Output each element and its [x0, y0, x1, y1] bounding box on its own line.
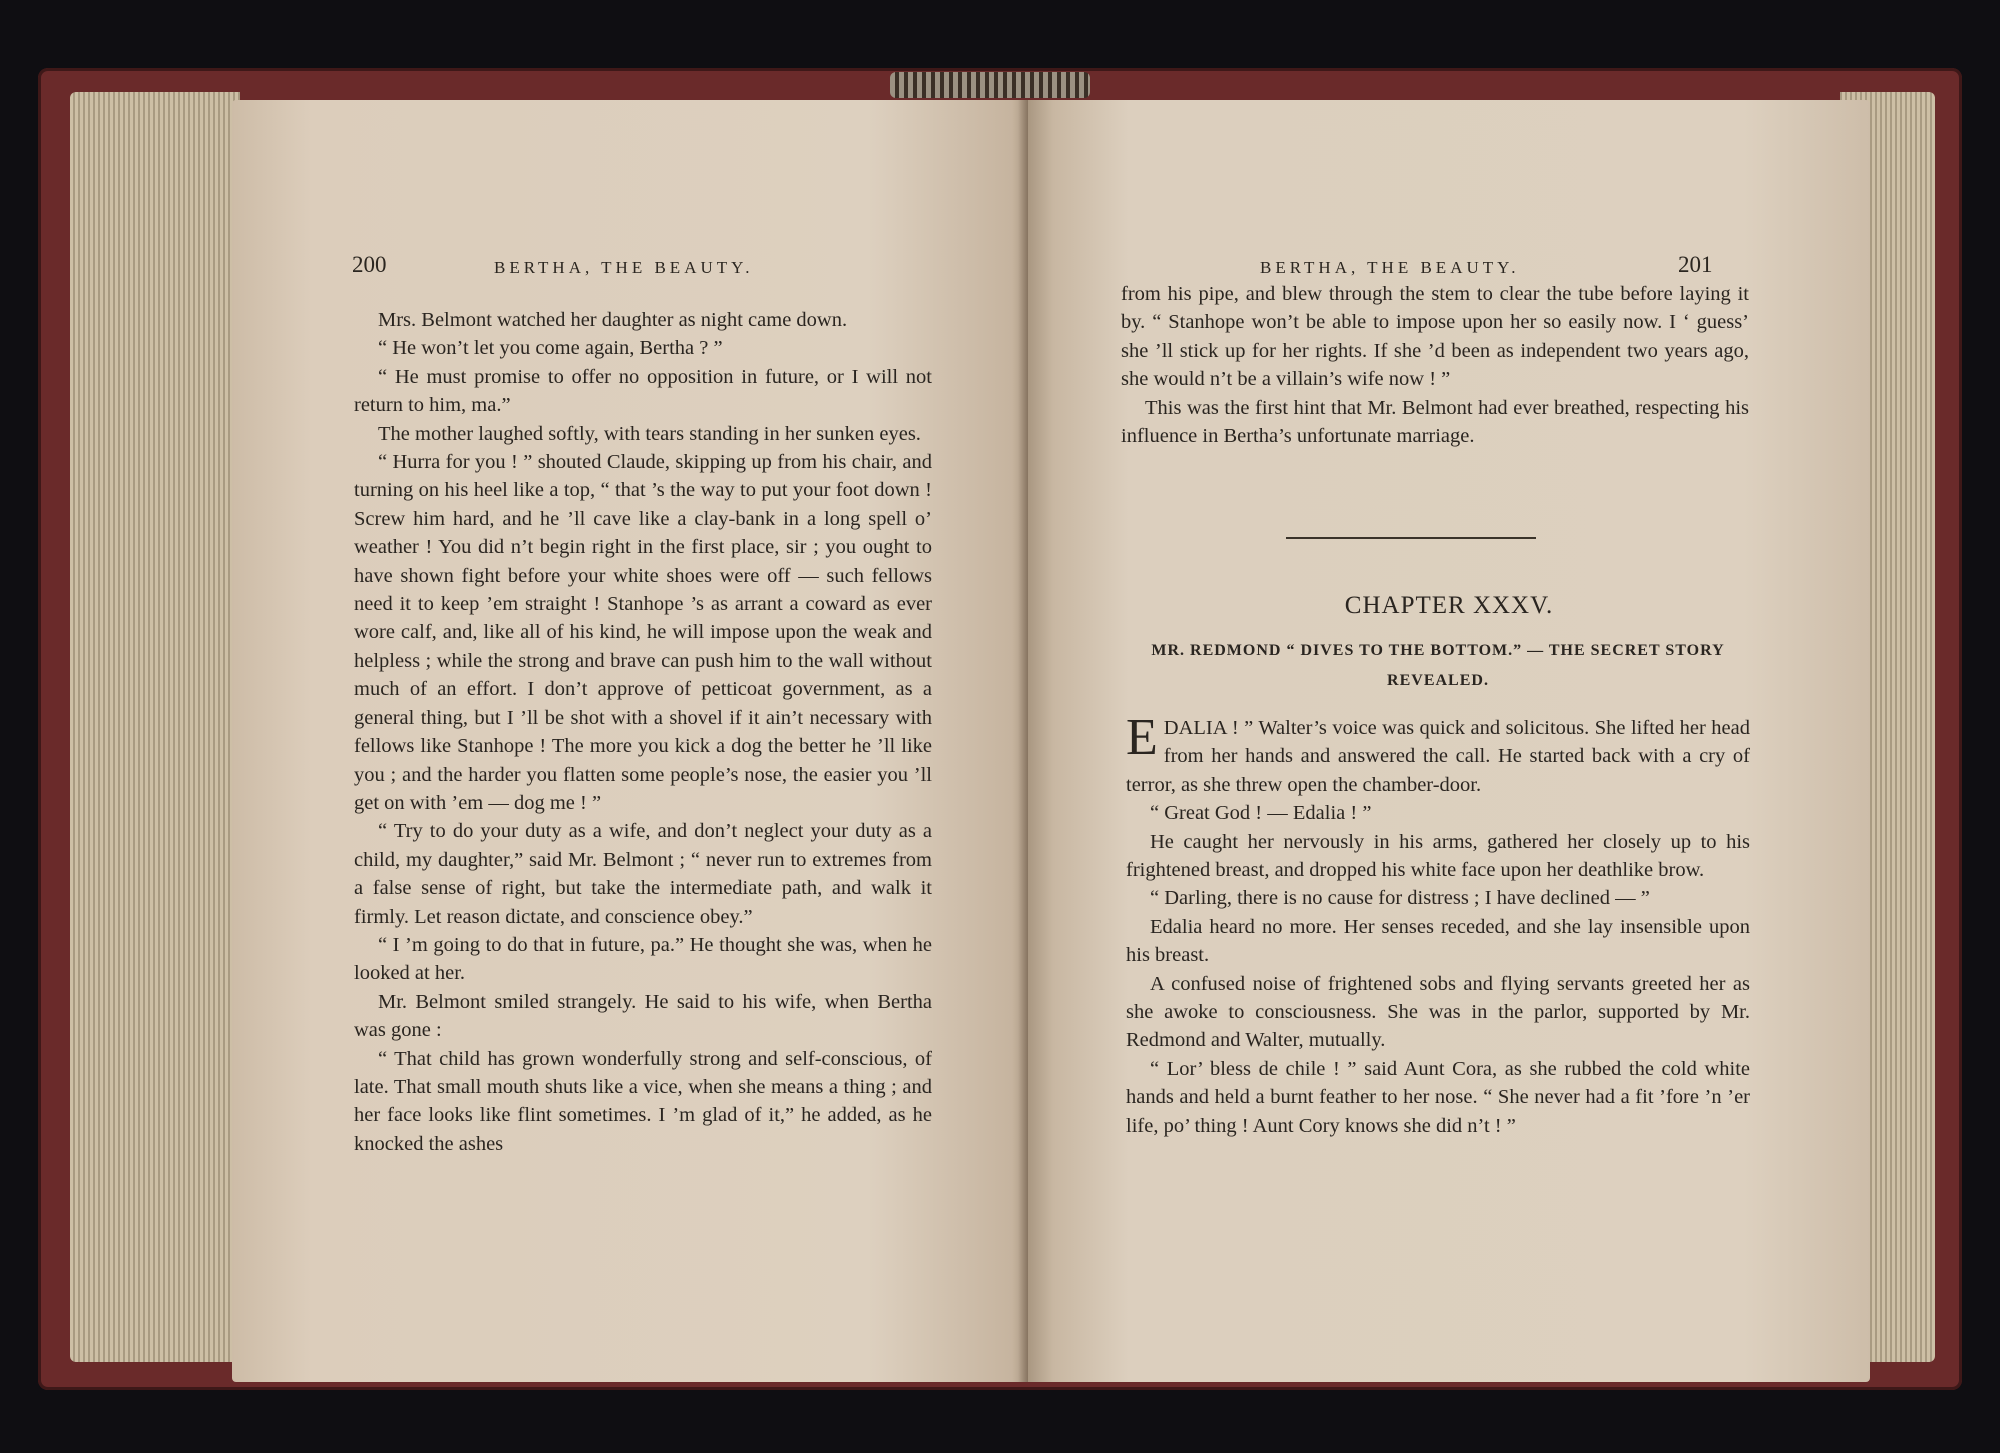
paragraph: “ Great God ! — Edalia ! ” — [1150, 802, 1372, 825]
page-number: 200 — [352, 252, 387, 277]
running-head: BERTHA, THE BEAUTY. — [1260, 258, 1520, 277]
paragraph: Mr. Belmont smiled strangely. He said to his wife, when Bertha was gone : — [354, 990, 932, 1042]
paragraph: Edalia heard no more. Her senses receded, and she lay insensible upon his breast. — [1126, 915, 1750, 967]
paragraph: “ He won’t let you come again, Bertha ? ” — [378, 337, 723, 360]
paragraph: Mrs. Belmont watched her daughter as night came down. — [378, 309, 848, 331]
drop-cap: E — [1126, 709, 1158, 766]
page-edges-left — [70, 92, 240, 1362]
paragraph: The mother laughed softly, with tears standing in her sunken eyes. — [378, 422, 921, 445]
paragraph: “ That child has grown wonderfully strong and self-conscious, of late. That small mouth shuts like a vice, when she means a thing ; and her face looks like flint sometimes. I ’m glad of it,” he added, as he knocked the ashes — [354, 1047, 932, 1155]
chapter-subtitle: MR. REDMOND “ DIVES TO THE BOTTOM.” — THE SECRET STORY REVEALED. — [1151, 642, 1725, 689]
paragraph: A confused noise of frightened sobs and flying servants greeted her as she awoke to consciousness. She was in the parlor, supported by Mr. Redmond and Walter, mutually. — [1126, 972, 1750, 1052]
section-divider — [1286, 537, 1536, 539]
running-head: BERTHA, THE BEAUTY. — [494, 258, 754, 277]
paragraph: This was the first hint that Mr. Belmont had ever breathed, respecting his influence in Bertha’s unfortunate marriage. — [1121, 396, 1749, 448]
paragraph: He caught her nervously in his arms, gathered her closely up to his frightened breast, and dropped his white face upon her deathlike brow. — [1126, 830, 1750, 882]
chapter-body — [1126, 709, 1750, 1140]
opening-text: DALIA ! ” Walter’s voice was quick and solicitous. She lifted her head from her hands and answered the call. He started back with a cry of terror, as she threw open the chamber-door. — [1126, 717, 1750, 796]
left-page — [232, 100, 1028, 1382]
page-number: 201 — [1678, 252, 1713, 277]
chapter-title: CHAPTER XXXV. — [1344, 592, 1554, 619]
paragraph: “ He must promise to offer no opposition in future, or I will not return to him, ma.” — [354, 365, 932, 417]
paragraph: “ I ’m going to do that in future, pa.” He thought she was, when he looked at her. — [354, 933, 932, 985]
right-page — [1028, 100, 1870, 1382]
paragraph: “ Hurra for you ! ” shouted Claude, skipping up from his chair, and turning on his heel like a top, “ that ’s the way to put your foot down ! Screw him hard, and he ’ll cave like a clay-bank in a long spell o’ weather ! You did n’t begin right in the first place, sir ; you ought to have shown fight before your white shoes were off — such fellows need it to keep ’em straight ! Stanhope ’s as arrant a coward as ever wore calf, and, like all of his kind, he will impose upon the weak and helpless ; while the strong and brave can push him to the wall without much of an effort. I don’t approve of petticoat government, as a general thing, but I ’ll be shot with a shovel if it ain’t necessary with fellows like Stanhope ! The more you kick a dog the better he ’ll like you ; and the harder you flatten some people’s nose, the easier you ’ll get on with ’em — dog me ! ” — [354, 451, 932, 814]
paragraph: “ Lor’ bless de chile ! ” said Aunt Cora, as she rubbed the cold white hands and held a burnt feather to her nose. “ She never had a fit ’fore ’n ’er life, po’ thing ! Aunt Cory knows she did n’t ! ” — [1126, 1057, 1750, 1137]
book-spine-stitching — [890, 72, 1090, 98]
page-body — [354, 306, 932, 1158]
page-body-top — [1121, 280, 1749, 450]
paragraph: “ Darling, there is no cause for distress ; I have declined — ” — [1150, 887, 1650, 910]
opening-paragraph — [1126, 709, 1750, 799]
paragraph: from his pipe, and blew through the stem to clear the tube before laying it by. “ Stanhope won’t be able to impose upon her so easily now. I ‘ guess’ she ’ll stick up for her rights. If she ’d been as independent two years ago, she would n’t be a villain’s wife now ! ” — [1121, 283, 1749, 391]
paragraph: “ Try to do your duty as a wife, and don’t neglect your duty as a child, my daughter,” said Mr. Belmont ; “ never run to extremes from a false sense of right, but take the intermediate path, and walk it firmly. Let reason dictate, and conscience obey.” — [354, 820, 932, 928]
